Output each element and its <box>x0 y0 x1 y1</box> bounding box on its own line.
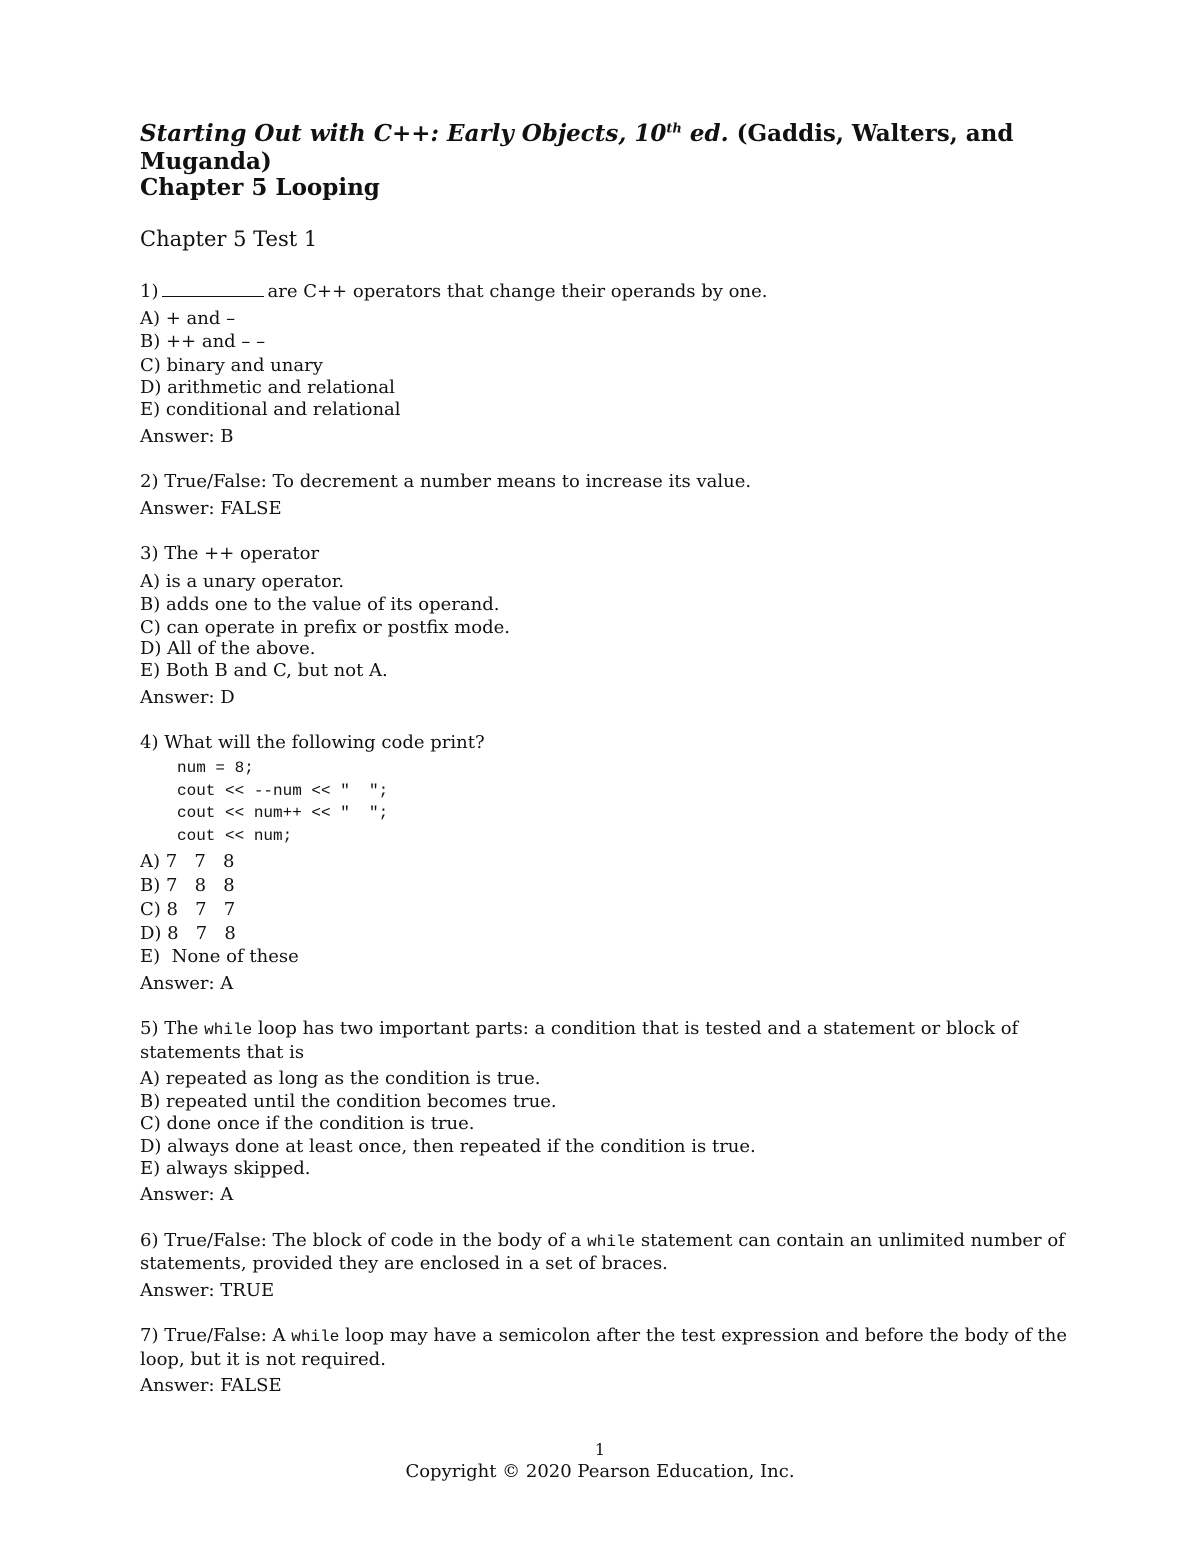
q1-answer: Answer: B <box>140 426 234 447</box>
question-2: 2) True/False: To decrement a number means to increase its value. <box>140 471 752 492</box>
question-7 <box>140 1325 1067 1348</box>
edition-label: ed. <box>681 120 729 147</box>
q5-answer: Answer: A <box>140 1184 234 1205</box>
q7-text-start: 7) True/False: A <box>140 1325 292 1346</box>
test-title: Chapter 5 Test 1 <box>140 227 318 251</box>
authors: (Gaddis, Walters, and <box>728 120 1014 147</box>
code-line-4: cout << num; <box>177 827 293 845</box>
question-7-continued: loop, but it is not required. <box>140 1349 386 1370</box>
q5-option-e: E) always skipped. <box>140 1158 311 1179</box>
question-5-continued: statements that is <box>140 1042 305 1063</box>
code-line-1: num = 8; <box>177 759 254 777</box>
question-6 <box>140 1230 1065 1253</box>
edition-superscript: th <box>666 121 682 137</box>
q7-answer: Answer: FALSE <box>140 1375 282 1396</box>
authors-continued: Muganda) <box>140 148 272 175</box>
q5-option-d: D) always done at least once, then repeated if the condition is true. <box>140 1136 756 1157</box>
q7-text-end: loop may have a semicolon after the test expression and before the body of the <box>339 1325 1067 1346</box>
q6-answer: Answer: TRUE <box>140 1280 275 1301</box>
q5-option-c: C) done once if the condition is true. <box>140 1113 475 1134</box>
question-number: 1) <box>140 281 159 302</box>
q1-option-a: A) + and – <box>140 308 236 329</box>
while-keyword: while <box>204 1021 253 1039</box>
code-line-2: cout << --num << " "; <box>177 782 389 800</box>
q3-option-b: B) adds one to the value of its operand. <box>140 594 500 615</box>
q3-option-d: D) All of the above. <box>140 638 316 659</box>
q1-option-e: E) conditional and relational <box>140 399 401 420</box>
question-4: 4) What will the following code print? <box>140 732 485 753</box>
q4-option-b: B) 7 8 8 <box>140 875 235 896</box>
q5-text-end: loop has two important parts: a condition that is tested and a statement or block of <box>252 1018 1019 1039</box>
question-1 <box>140 281 767 303</box>
q1-option-c: C) binary and unary <box>140 355 323 376</box>
book-title: Starting Out with C++: Early Objects, 10 <box>140 120 667 147</box>
q5-option-a: A) repeated as long as the condition is true. <box>140 1068 541 1089</box>
book-title-line <box>140 121 1013 147</box>
q2-answer: Answer: FALSE <box>140 498 282 519</box>
q4-option-d: D) 8 7 8 <box>140 923 236 944</box>
fill-in-blank <box>162 282 264 297</box>
q5-text-start: 5) The <box>140 1018 205 1039</box>
copyright-notice: Copyright © 2020 Pearson Education, Inc. <box>405 1461 795 1482</box>
q3-answer: Answer: D <box>140 687 235 708</box>
while-keyword: while <box>291 1328 340 1346</box>
q4-option-e: E) None of these <box>140 946 299 967</box>
q1-option-d: D) arithmetic and relational <box>140 377 395 398</box>
code-line-3: cout << num++ << " "; <box>177 804 389 822</box>
q6-text-start: 6) True/False: The block of code in the body of a <box>140 1230 588 1251</box>
page-number: 1 <box>594 1440 606 1459</box>
question-5 <box>140 1018 1018 1041</box>
question-text: are C++ operators that change their operands by one. <box>267 281 768 302</box>
q3-option-c: C) can operate in prefix or postfix mode. <box>140 617 511 638</box>
q1-option-b: B) ++ and – – <box>140 331 266 352</box>
question-6-continued: statements, provided they are enclosed in a set of braces. <box>140 1253 668 1274</box>
chapter-heading: Chapter 5 Looping <box>140 174 380 201</box>
q4-answer: Answer: A <box>140 973 234 994</box>
q3-option-a: A) is a unary operator. <box>140 571 345 592</box>
q3-option-e: E) Both B and C, but not A. <box>140 660 388 681</box>
q4-option-a: A) 7 7 8 <box>140 851 235 872</box>
while-keyword: while <box>587 1233 636 1251</box>
q5-option-b: B) repeated until the condition becomes true. <box>140 1091 557 1112</box>
question-3: 3) The ++ operator <box>140 543 320 564</box>
q4-option-c: C) 8 7 7 <box>140 899 236 920</box>
q6-text-end: statement can contain an unlimited number of <box>635 1230 1065 1251</box>
